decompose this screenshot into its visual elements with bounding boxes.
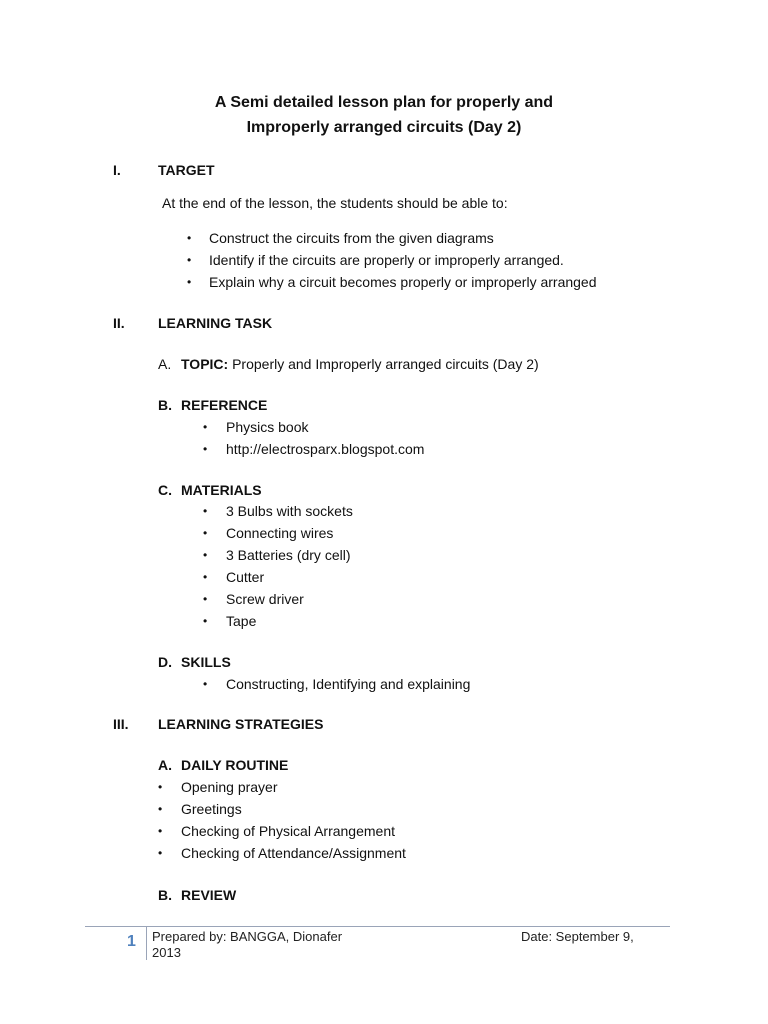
section-1-numeral: I. (113, 162, 121, 178)
bullet-dot-icon: • (203, 677, 208, 691)
list-item: Connecting wires (226, 525, 334, 541)
topic-text: Properly and Improperly arranged circuits (Day 2) (228, 356, 539, 372)
skills-heading: SKILLS (181, 654, 231, 670)
list-item: Opening prayer (181, 779, 278, 795)
section-3-heading: LEARNING STRATEGIES (158, 716, 324, 732)
list-item: Explain why a circuit becomes properly or improperly arranged (209, 274, 597, 290)
reference-letter: B. (158, 397, 172, 413)
section-2-heading: LEARNING TASK (158, 315, 273, 331)
list-item: Checking of Attendance/Assignment (181, 845, 406, 861)
document-title-line-2: Improperly arranged circuits (Day 2) (246, 119, 522, 136)
bullet-dot-icon: • (203, 442, 208, 456)
section-1-intro: At the end of the lesson, the students should be able to: (162, 195, 508, 211)
list-item: 3 Batteries (dry cell) (226, 547, 351, 563)
section-1-heading: TARGET (158, 162, 215, 178)
bullet-dot-icon: • (158, 780, 163, 794)
page-number: 1 (127, 933, 136, 950)
document-title-line-1: A Semi detailed lesson plan for properly and (214, 94, 554, 111)
list-item: Greetings (181, 801, 242, 817)
footer-divider (146, 927, 147, 960)
footer-date: Date: September 9, (521, 929, 634, 944)
list-item: Cutter (226, 569, 265, 585)
review-heading: REVIEW (181, 887, 237, 903)
bullet-dot-icon: • (187, 231, 192, 245)
topic-label: TOPIC: (181, 356, 229, 372)
list-item: Tape (226, 613, 257, 629)
review-letter: B. (158, 887, 172, 903)
materials-letter: C. (158, 482, 172, 498)
materials-heading: MATERIALS (181, 482, 262, 498)
list-item: Screw driver (226, 591, 304, 607)
skills-letter: D. (158, 654, 172, 670)
bullet-dot-icon: • (158, 802, 163, 816)
bullet-dot-icon: • (203, 570, 208, 584)
list-item: 3 Bulbs with sockets (226, 503, 353, 519)
bullet-dot-icon: • (203, 548, 208, 562)
daily-routine-heading: DAILY ROUTINE (181, 757, 289, 773)
list-item: Checking of Physical Arrangement (181, 823, 395, 839)
list-item: Constructing, Identifying and explaining (226, 676, 471, 692)
list-item: Construct the circuits from the given diagrams (209, 230, 494, 246)
topic-line (181, 356, 539, 372)
bullet-dot-icon: • (158, 824, 163, 838)
section-3-numeral: III. (113, 716, 129, 732)
list-item: Physics book (226, 419, 309, 435)
bullet-dot-icon: • (203, 526, 208, 540)
footer-year: 2013 (152, 945, 181, 960)
reference-heading: REFERENCE (181, 397, 268, 413)
footer-rule (85, 926, 670, 927)
list-item: Identify if the circuits are properly or improperly arranged. (209, 252, 564, 268)
bullet-dot-icon: • (203, 420, 208, 434)
bullet-dot-icon: • (187, 275, 192, 289)
bullet-dot-icon: • (203, 504, 208, 518)
bullet-dot-icon: • (203, 614, 208, 628)
footer-prepared-by: Prepared by: BANGGA, Dionafer (152, 929, 343, 944)
bullet-dot-icon: • (187, 253, 192, 267)
list-item: http://electrosparx.blogspot.com (226, 441, 425, 457)
topic-letter: A. (158, 356, 172, 372)
bullet-dot-icon: • (203, 592, 208, 606)
section-2-numeral: II. (113, 315, 125, 331)
bullet-dot-icon: • (158, 846, 163, 860)
daily-routine-letter: A. (158, 757, 172, 773)
